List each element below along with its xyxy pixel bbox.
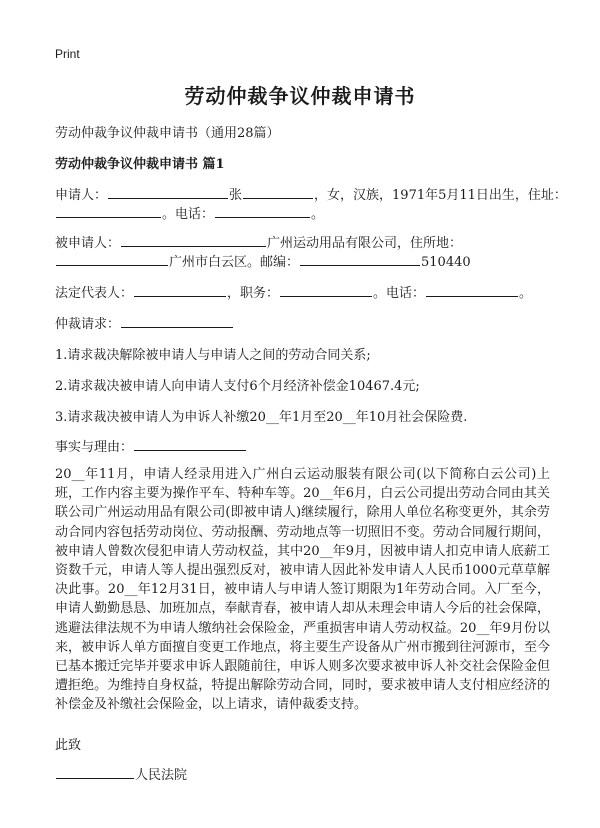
claim-item: 2.请求裁决被申请人向申请人支付6个月经济补偿金10467.4元;: [55, 379, 420, 394]
document-title: 劳动仲裁争议仲裁申请书: [184, 84, 416, 108]
court-line: [55, 764, 187, 783]
facts-label: 事实与理由：: [55, 440, 134, 455]
claim-item: 3.请求裁决被申请人为申诉人补缴20__年1月至20__年10月社会保险费.: [55, 410, 468, 425]
applicant-details: ，女，汉族，1971年5月11日出生，住址：: [314, 188, 567, 203]
legal-rep-phone-label: 。电话：: [373, 286, 426, 301]
applicant-name: 张: [229, 188, 243, 203]
court-label: 人民法院: [135, 768, 188, 783]
legal-rep-job-label: ，职务：: [227, 286, 280, 301]
court-name-blank: [56, 764, 134, 779]
legal-rep-phone-blank: [426, 282, 518, 297]
claims-label: 仲裁请求：: [55, 317, 121, 332]
legal-rep-job-blank: [280, 282, 372, 297]
respondent-company: 广州运动用品有限公司，住所地：: [267, 236, 463, 251]
legal-rep-end: 。: [519, 286, 533, 301]
respondent-district: 广州市白云区。邮编：: [169, 255, 300, 270]
legal-rep-label: 法定代表人：: [55, 286, 134, 301]
applicant-line-1: [55, 184, 567, 203]
applicant-end: 。: [311, 207, 325, 222]
respondent-postcode: 510440: [421, 255, 471, 270]
facts-paragraph: 20__年11月，申请人经录用进入广州白云运动服装有限公司(以下简称白云公司)上班，工作内容主要为操作平车、特种车等。20__年6月，白云公司提出劳动合同由其关联公司广州运动用品有限公司(即被申请人)继续履行，除用人单位名称变更外，其余劳动合同内容包括劳动岗位、劳动报酬、劳动地点等一切照旧不变。劳动合同履行期间，被申请人曾数次侵犯申请人劳动权益，其中20__年9月，因被申请人扣克申请人底薪工资数千元，申请人等人提出强烈反对，被申请人因此补发申请人人民币1000元草草解决此事。20__年12月31日，被申请人与申请人签订期限为1年劳动合同。入厂至今，申请人勤勤恳恳、加班加点，奉献青春，被申请人却从未理会申请人今后的社会保障，逃避法律法规不为申请人缴纳社会保险金，严重损害申请人劳动权益。20__年9月份以来，被申诉人单方面擅自变更工作地点，将主要生产设备从广州市搬到往河源市，至今已基本搬迁完毕并要求申诉人跟随前往，申诉人则多次要求被申诉人补交社会保险金但遭拒绝。为维持自身权益，特提出解除劳动合同，同时，要求被申请人支付相应经济的补偿金及补缴社会保险金，以上请求，请仲裁委支持。: [55, 467, 550, 713]
document-subtitle: 劳动仲裁争议仲裁申请书（通用28篇）: [55, 126, 280, 141]
legal-rep-name-blank: [134, 282, 226, 297]
respondent-name-blank: [121, 232, 266, 247]
respondent-postcode-blank: [300, 251, 420, 266]
legal-rep-line: [55, 282, 532, 301]
section-title: 劳动仲裁争议仲裁申请书 篇1: [55, 157, 225, 172]
print-label[interactable]: Print: [55, 47, 80, 61]
applicant-phone-label: 。电话：: [162, 207, 215, 222]
facts-blank: [134, 436, 246, 451]
applicant-name-blank: [108, 184, 228, 199]
respondent-address-blank: [56, 251, 168, 266]
claim-item: 1.请求裁决解除被申请人与申请人之间的劳动合同关系;: [55, 348, 371, 363]
claims-blank: [121, 313, 233, 328]
claims-heading: [55, 313, 234, 332]
respondent-label: 被申请人：: [55, 236, 121, 251]
respondent-line-2: [55, 251, 471, 270]
facts-heading: [55, 436, 247, 455]
closing-text: 此致: [55, 738, 82, 753]
applicant-address-blank: [56, 203, 161, 218]
applicant-label: 申请人：: [55, 188, 108, 203]
applicant-line-2: [55, 203, 324, 222]
applicant-name-blank-2: [243, 184, 313, 199]
applicant-phone-blank: [215, 203, 310, 218]
respondent-line-1: [55, 232, 462, 251]
